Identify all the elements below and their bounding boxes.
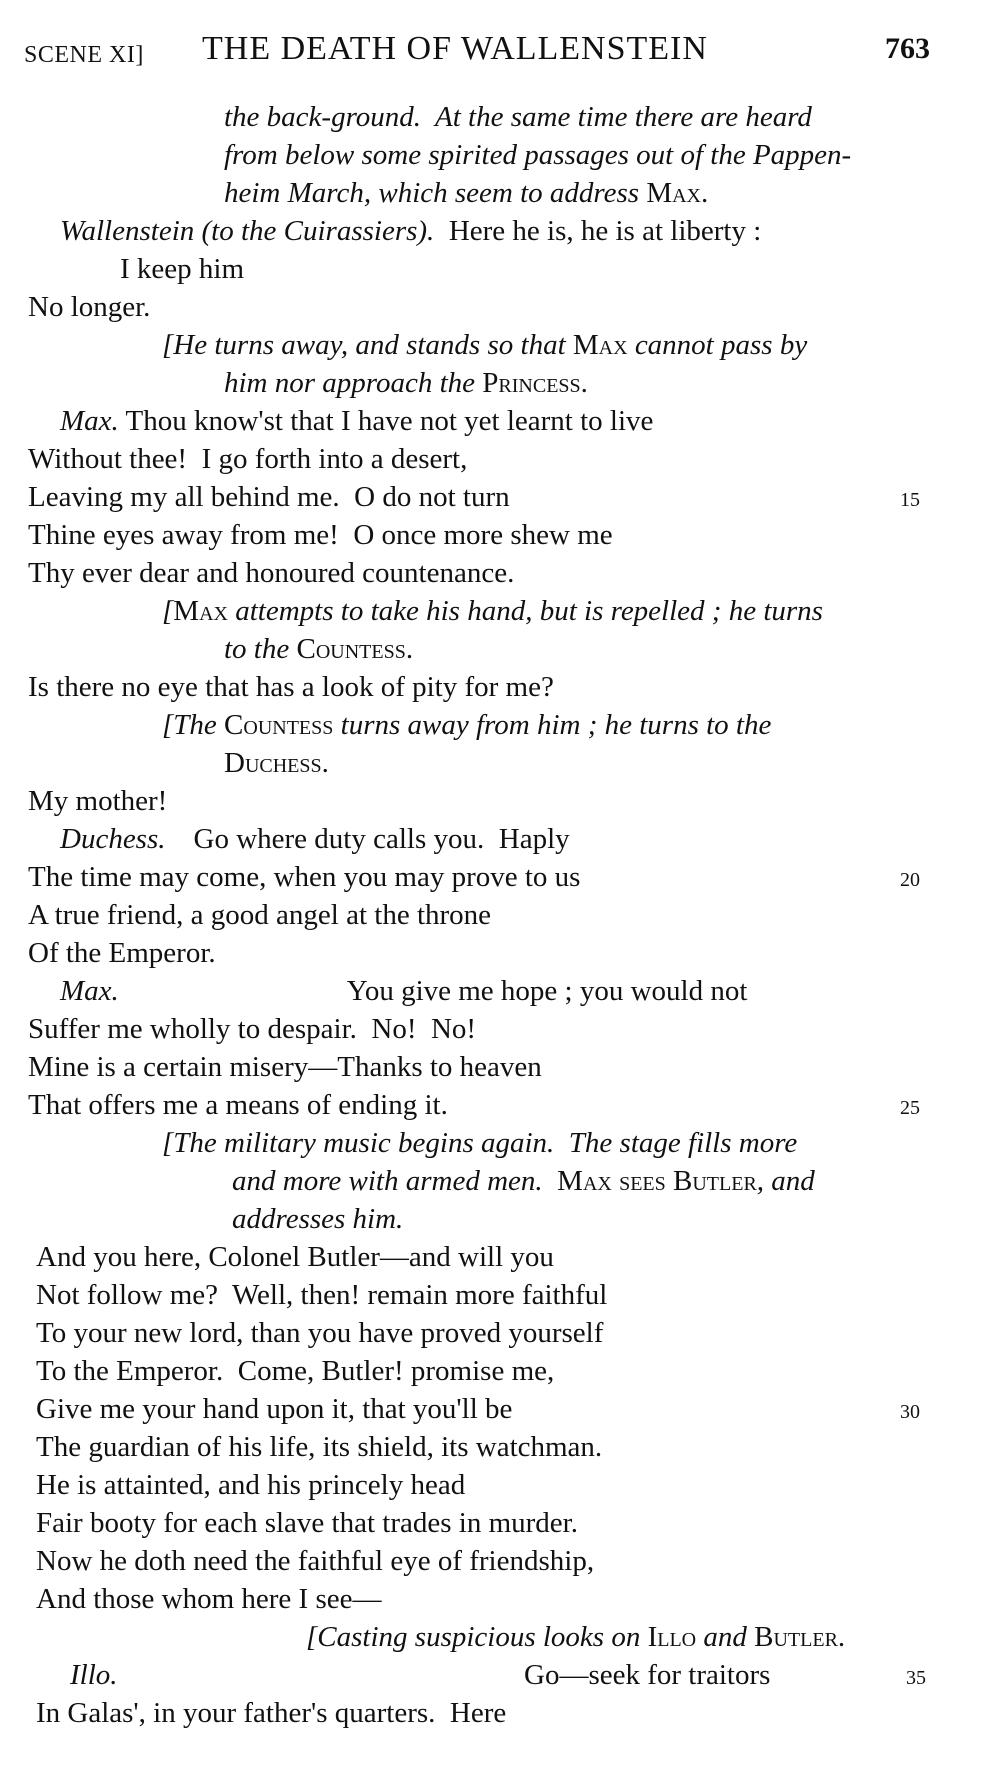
verse-line	[28, 517, 613, 553]
stage-direction-line	[162, 707, 771, 743]
verse-line	[36, 1277, 607, 1313]
verse-line	[28, 1049, 542, 1085]
speaker-cue: Max.	[60, 405, 119, 437]
character-name: Max sees	[557, 1165, 674, 1197]
stage-direction-line	[224, 745, 329, 781]
stage-direction-line	[306, 1619, 845, 1655]
verse-line	[60, 821, 570, 857]
stage-direction-text: [He turns away, and stands so that	[162, 329, 573, 361]
verse-line	[28, 555, 514, 591]
verse-text: Thy ever dear and honoured countenance.	[28, 557, 515, 589]
stage-direction-text: to the	[224, 633, 297, 665]
verse-line	[36, 1505, 578, 1541]
verse-text: Now he doth need the faithful eye of friendship,	[36, 1545, 595, 1577]
stage-direction-line	[162, 593, 823, 629]
verse-text: The time may come, when you may prove to us	[28, 861, 581, 893]
verse-line	[36, 1429, 602, 1465]
verse-text: Suffer me wholly to despair. No! No!	[28, 1013, 477, 1045]
verse-text: Of the Emperor.	[28, 937, 216, 969]
stage-direction-text: him nor approach the	[224, 367, 483, 399]
character-name: Butler.	[754, 1621, 846, 1653]
verse-line	[60, 973, 747, 1009]
verse-text: That offers me a means of ending it.	[28, 1089, 448, 1121]
verse-text: To your new lord, than you have proved yourself	[36, 1317, 604, 1349]
line-number: 25	[900, 1097, 920, 1119]
stage-direction-text: addresses him.	[232, 1203, 404, 1235]
character-name: Countess	[224, 709, 334, 741]
verse-line	[60, 403, 653, 439]
verse-text: My mother!	[28, 785, 168, 817]
stage-direction-text: heim March, which seem to address	[224, 177, 647, 209]
running-header	[24, 30, 930, 80]
stage-direction-text: and more with armed men.	[232, 1165, 558, 1197]
verse-line	[36, 1543, 594, 1579]
verse-line	[36, 1581, 382, 1617]
verse-text: Leaving my all behind me. O do not turn	[28, 481, 510, 513]
stage-direction-line	[224, 137, 851, 173]
verse-text: You give me hope ; you would not	[346, 975, 748, 1007]
verse-line	[28, 897, 491, 933]
line-number: 35	[906, 1667, 926, 1689]
character-name: Duchess.	[224, 747, 329, 779]
verse-text: Fair booty for each slave that trades in murder.	[36, 1507, 578, 1539]
verse-line	[28, 1011, 476, 1047]
stage-direction-text: , and	[756, 1165, 815, 1197]
bracket: [	[162, 595, 174, 627]
verse-line	[36, 1315, 603, 1351]
stage-direction-line	[162, 1125, 797, 1161]
character-name: Countess.	[296, 633, 414, 665]
verse-text: Not follow me? Well, then! remain more faithful	[36, 1279, 608, 1311]
running-title: THE DEATH OF WALLENSTEIN	[202, 30, 708, 67]
character-name: Max	[572, 329, 628, 361]
verse-text: Is there no eye that has a look of pity for me?	[28, 671, 554, 703]
character-name: Max.	[646, 177, 709, 209]
stage-direction-text: turns away from him ; he turns to the	[333, 709, 772, 741]
verse-line	[28, 289, 150, 325]
stage-direction-text: from below some spirited passages out of the Pappen-	[224, 139, 852, 171]
verse-text: And you here, Colonel Butler—and will you	[36, 1241, 554, 1273]
speaker-cue: Wallenstein (to the Cuirassiers).	[60, 215, 435, 247]
verse-line	[28, 859, 580, 895]
verse-line	[36, 1467, 465, 1503]
verse-text: No longer.	[28, 291, 151, 323]
verse-text: Give me your hand upon it, that you'll be	[36, 1393, 513, 1425]
line-number: 20	[900, 869, 920, 891]
verse-text: To the Emperor. Come, Butler! promise me,	[36, 1355, 555, 1387]
stage-direction-line	[224, 631, 413, 667]
verse-text: He is attainted, and his princely head	[36, 1469, 466, 1501]
character-name: Butler	[673, 1165, 757, 1197]
stage-direction-line	[162, 327, 807, 363]
verse-line	[28, 669, 554, 705]
verse-line	[28, 441, 467, 477]
verse-line	[36, 1239, 554, 1275]
verse-line	[120, 251, 244, 287]
verse-text: Here he is, he is at liberty :	[448, 215, 762, 247]
verse-line	[70, 1657, 118, 1693]
character-name: Illo	[647, 1621, 697, 1653]
verse-line	[28, 935, 216, 971]
verse-text: Thou know'st that I have not yet learnt to live	[118, 405, 654, 437]
stage-direction-line	[232, 1163, 815, 1199]
verse-line	[36, 1391, 512, 1427]
stage-direction-text: [The	[162, 709, 225, 741]
verse-text: Thine eyes away from me! O once more shew me	[28, 519, 613, 551]
scene-reference: SCENE XI]	[24, 42, 144, 68]
verse-text: Mine is a certain misery—Thanks to heaven	[28, 1051, 542, 1083]
stage-direction-text: and	[696, 1621, 755, 1653]
verse-text: I keep him	[120, 253, 245, 285]
stage-direction-line	[224, 175, 708, 211]
verse-line	[60, 213, 761, 249]
line-number: 15	[900, 489, 920, 511]
verse-text: Go where duty calls you. Haply	[193, 823, 570, 855]
verse-text: The guardian of his life, its shield, its watchman.	[36, 1431, 603, 1463]
verse-text: In Galas', in your father's quarters. Here	[36, 1697, 507, 1729]
stage-direction-line	[232, 1201, 403, 1237]
page-number: 763	[885, 32, 930, 65]
verse-line	[36, 1695, 506, 1731]
verse-text: Without thee! I go forth into a desert,	[28, 443, 468, 475]
verse-line	[28, 479, 510, 515]
verse-line	[36, 1353, 554, 1389]
speaker-cue: Max.	[60, 975, 119, 1007]
stage-direction-line	[224, 99, 812, 135]
stage-direction-line	[224, 365, 588, 401]
stage-direction-text: the back-ground. At the same time there are heard	[224, 101, 812, 133]
speaker-cue: Duchess.	[60, 823, 166, 855]
verse-line	[28, 783, 167, 819]
verse-text: A true friend, a good angel at the throne	[28, 899, 492, 931]
character-name: Princess.	[482, 367, 588, 399]
verse-line	[28, 1087, 448, 1123]
verse-line	[524, 1657, 770, 1693]
stage-direction-text: cannot pass by	[627, 329, 808, 361]
line-number: 30	[900, 1401, 920, 1423]
verse-text: Go—seek for traitors	[524, 1659, 771, 1691]
stage-direction-text: [The military music begins again. The stage fills more	[162, 1127, 798, 1159]
verse-text: And those whom here I see—	[36, 1583, 382, 1615]
speaker-cue: Illo.	[70, 1659, 118, 1691]
stage-direction-text: [Casting suspicious looks on	[306, 1621, 648, 1653]
stage-direction-text: attempts to take his hand, but is repelled ; he turns	[227, 595, 823, 627]
character-name: Max	[173, 595, 228, 627]
